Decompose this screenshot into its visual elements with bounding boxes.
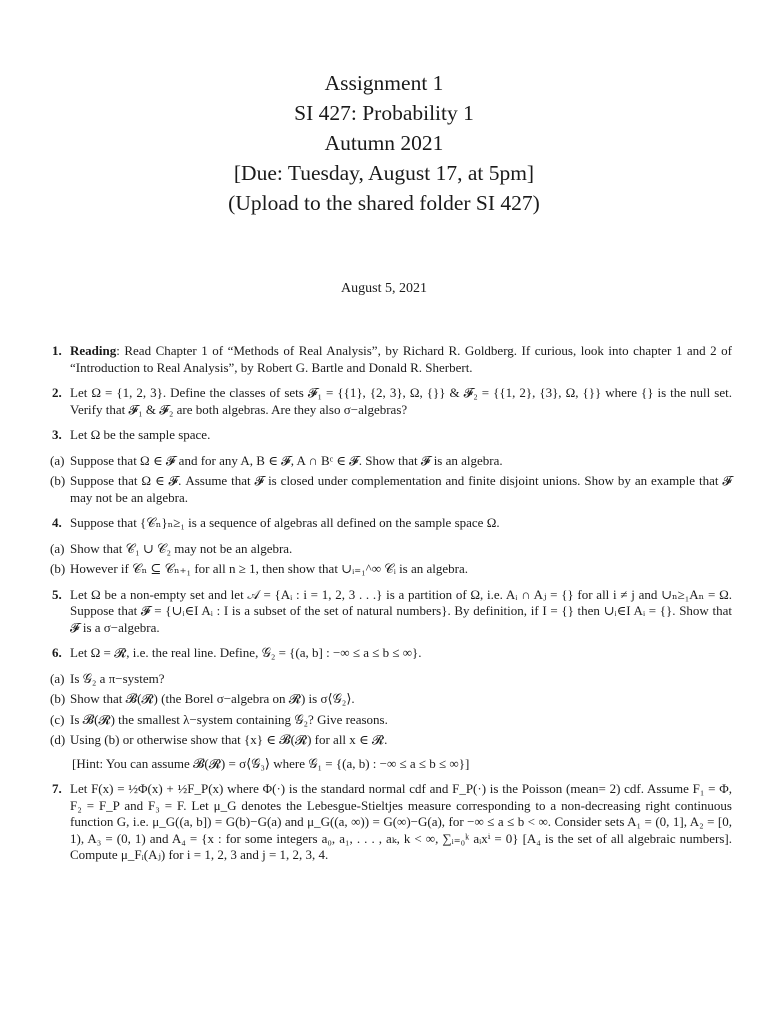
term: Autumn 2021 [324, 131, 444, 155]
part-text: However if 𝒞ₙ ⊆ 𝒞ₙ₊₁ for all n ≥ 1, then show that ∪ᵢ₌₁^∞ 𝒞ᵢ is an algebra. [70, 561, 469, 576]
question-text: Let Ω be the sample space. [70, 427, 211, 442]
question-6 [52, 645, 732, 662]
part-d [52, 732, 732, 749]
part-label: (a) [50, 452, 65, 468]
question-6-parts [52, 671, 732, 773]
question-3-parts [52, 453, 732, 507]
part-text: Suppose that Ω ∈ 𝓕. Assume that 𝓕 is closed under complementation and finite disjoint unions. Show by an example that 𝓕 may not be an algebra. [70, 473, 732, 505]
part-label: (d) [50, 732, 66, 747]
part-a [52, 541, 732, 558]
part-label: (b) [50, 473, 66, 488]
part-text: Is 𝓑(𝓡) the smallest λ−system containing 𝒢₂? Give reasons. [70, 711, 388, 727]
due-date: [Due: Tuesday, August 17, at 5pm] [233, 161, 535, 185]
title-block [0, 68, 768, 218]
question-text: Let F(x) = ½Φ(x) + ½F_P(x) where Φ(·) is the standard normal cdf and F_P(·) is the Poisson (mean= 2) cdf. Assume F₁ = Φ, F₂ = F_P and F₃ = F. Let μ_G denotes the Lebesgue-Stieltjes measure corresponding to a non-decreasing right continuous function G, i.e. μ_G((a, b]) = G(b)−G(a) and μ_G((a, ∞)) = G(∞)−G(a), for −∞ ≤ a ≤ b < ∞. Consider sets A₁ = (0, 1], A₂ = [0, 1), A₃ = (0, 1) and A₄ = {x : for some integers a₀, a₁, . . . , aₖ, k < ∞, ∑ᵢ₌₀ᵏ aᵢxⁱ = 0} [A₄ is the set of all algebraic numbers]. Compute μ_Fᵢ(Aⱼ) for i = 1, 2, 3 and j = 1, 2, 3, 4. [70, 781, 732, 862]
part-text: Using (b) or otherwise show that {x} ∈ 𝓑(𝓡) for all x ∈ 𝓡. [70, 732, 388, 747]
part-b [52, 473, 732, 506]
question-2 [52, 385, 732, 418]
question-1 [52, 343, 732, 376]
part-text: Is 𝒢₂ a π−system? [70, 670, 165, 686]
question-number: 3. [52, 427, 62, 442]
part-c [52, 712, 732, 729]
document-date: August 5, 2021 [341, 281, 427, 296]
question-4 [52, 515, 732, 532]
question-number: 2. [52, 385, 62, 400]
question-5 [52, 587, 732, 637]
question-text: Suppose that {𝒞ₙ}ₙ≥₁ is a sequence of algebras all defined on the sample space Ω. [70, 515, 500, 530]
part-label: (a) [50, 540, 65, 556]
question-3 [52, 427, 732, 444]
question-number: 5. [52, 586, 62, 602]
part-b [52, 691, 732, 708]
question-lead: Reading [70, 343, 117, 358]
question-number: 4. [52, 515, 62, 530]
upload-note: (Upload to the shared folder SI 427) [228, 191, 540, 215]
part-a [52, 453, 732, 470]
question-number: 7. [52, 781, 62, 796]
part-b [52, 561, 732, 578]
part-a [52, 671, 732, 688]
question-number: 6. [52, 645, 62, 660]
course-title: SI 427: Probability 1 [294, 101, 474, 125]
question-text: : Read Chapter 1 of “Methods of Real Analysis”, by Richard R. Goldberg. If curious, look into chapter 1 and 2 of “Introduction to Real Analysis”, by Robert G. Bartle and Donald R. Sherbert. [70, 343, 732, 375]
question-text: Let Ω = {1, 2, 3}. Define the classes of sets 𝓕₁ = {{1}, {2, 3}, Ω, {}} & 𝓕₂ = {{1, 2}, {3}, Ω, {}} where {} is the null set. Verify that 𝓕₁ & 𝓕₂ are both algebras. Are they also σ−algebras? [70, 385, 732, 417]
assignment-title: Assignment 1 [324, 71, 444, 95]
question-number: 1. [52, 343, 62, 358]
part-text: Show that 𝒞₁ ∪ 𝒞₂ may not be an algebra. [70, 540, 293, 556]
hint-text: [Hint: You can assume 𝓑(𝓡) = σ⟨𝒢₃⟩ where 𝒢₁ = {(a, b) : −∞ ≤ a ≤ b ≤ ∞}] [72, 755, 470, 771]
part-label: (c) [50, 711, 65, 727]
part-text: Suppose that Ω ∈ 𝓕 and for any A, B ∈ 𝓕, A ∩ Bᶜ ∈ 𝓕. Show that 𝓕 is an algebra. [70, 452, 503, 468]
question-text: Let Ω = 𝓡, i.e. the real line. Define, 𝒢₂ = {(a, b] : −∞ ≤ a ≤ b ≤ ∞}. [70, 645, 422, 660]
part-label: (b) [50, 691, 66, 706]
questions-list [52, 343, 732, 873]
question-text: Let Ω be a non-empty set and let 𝒜 = {Aᵢ : i = 1, 2, 3 . . .} is a partition of Ω, i.e. Aᵢ ∩ Aⱼ = {} for all i ≠ j and ∪ₙ≥₁Aₙ = Ω. Suppose that 𝓕 = {∪ᵢ∈I Aᵢ : I is a subset of the set of natural numbers}. By definition, if I = {} then ∪ᵢ∈I Aᵢ = {}. Show that 𝓕 is a σ−algebra. [70, 586, 732, 635]
question-7 [52, 781, 732, 864]
part-label: (a) [50, 670, 65, 686]
part-text: Show that 𝓑(𝓡) (the Borel σ−algebra on 𝓡) is σ⟨𝒢₂⟩. [70, 691, 355, 706]
question-4-parts [52, 541, 732, 578]
part-label: (b) [50, 561, 66, 576]
